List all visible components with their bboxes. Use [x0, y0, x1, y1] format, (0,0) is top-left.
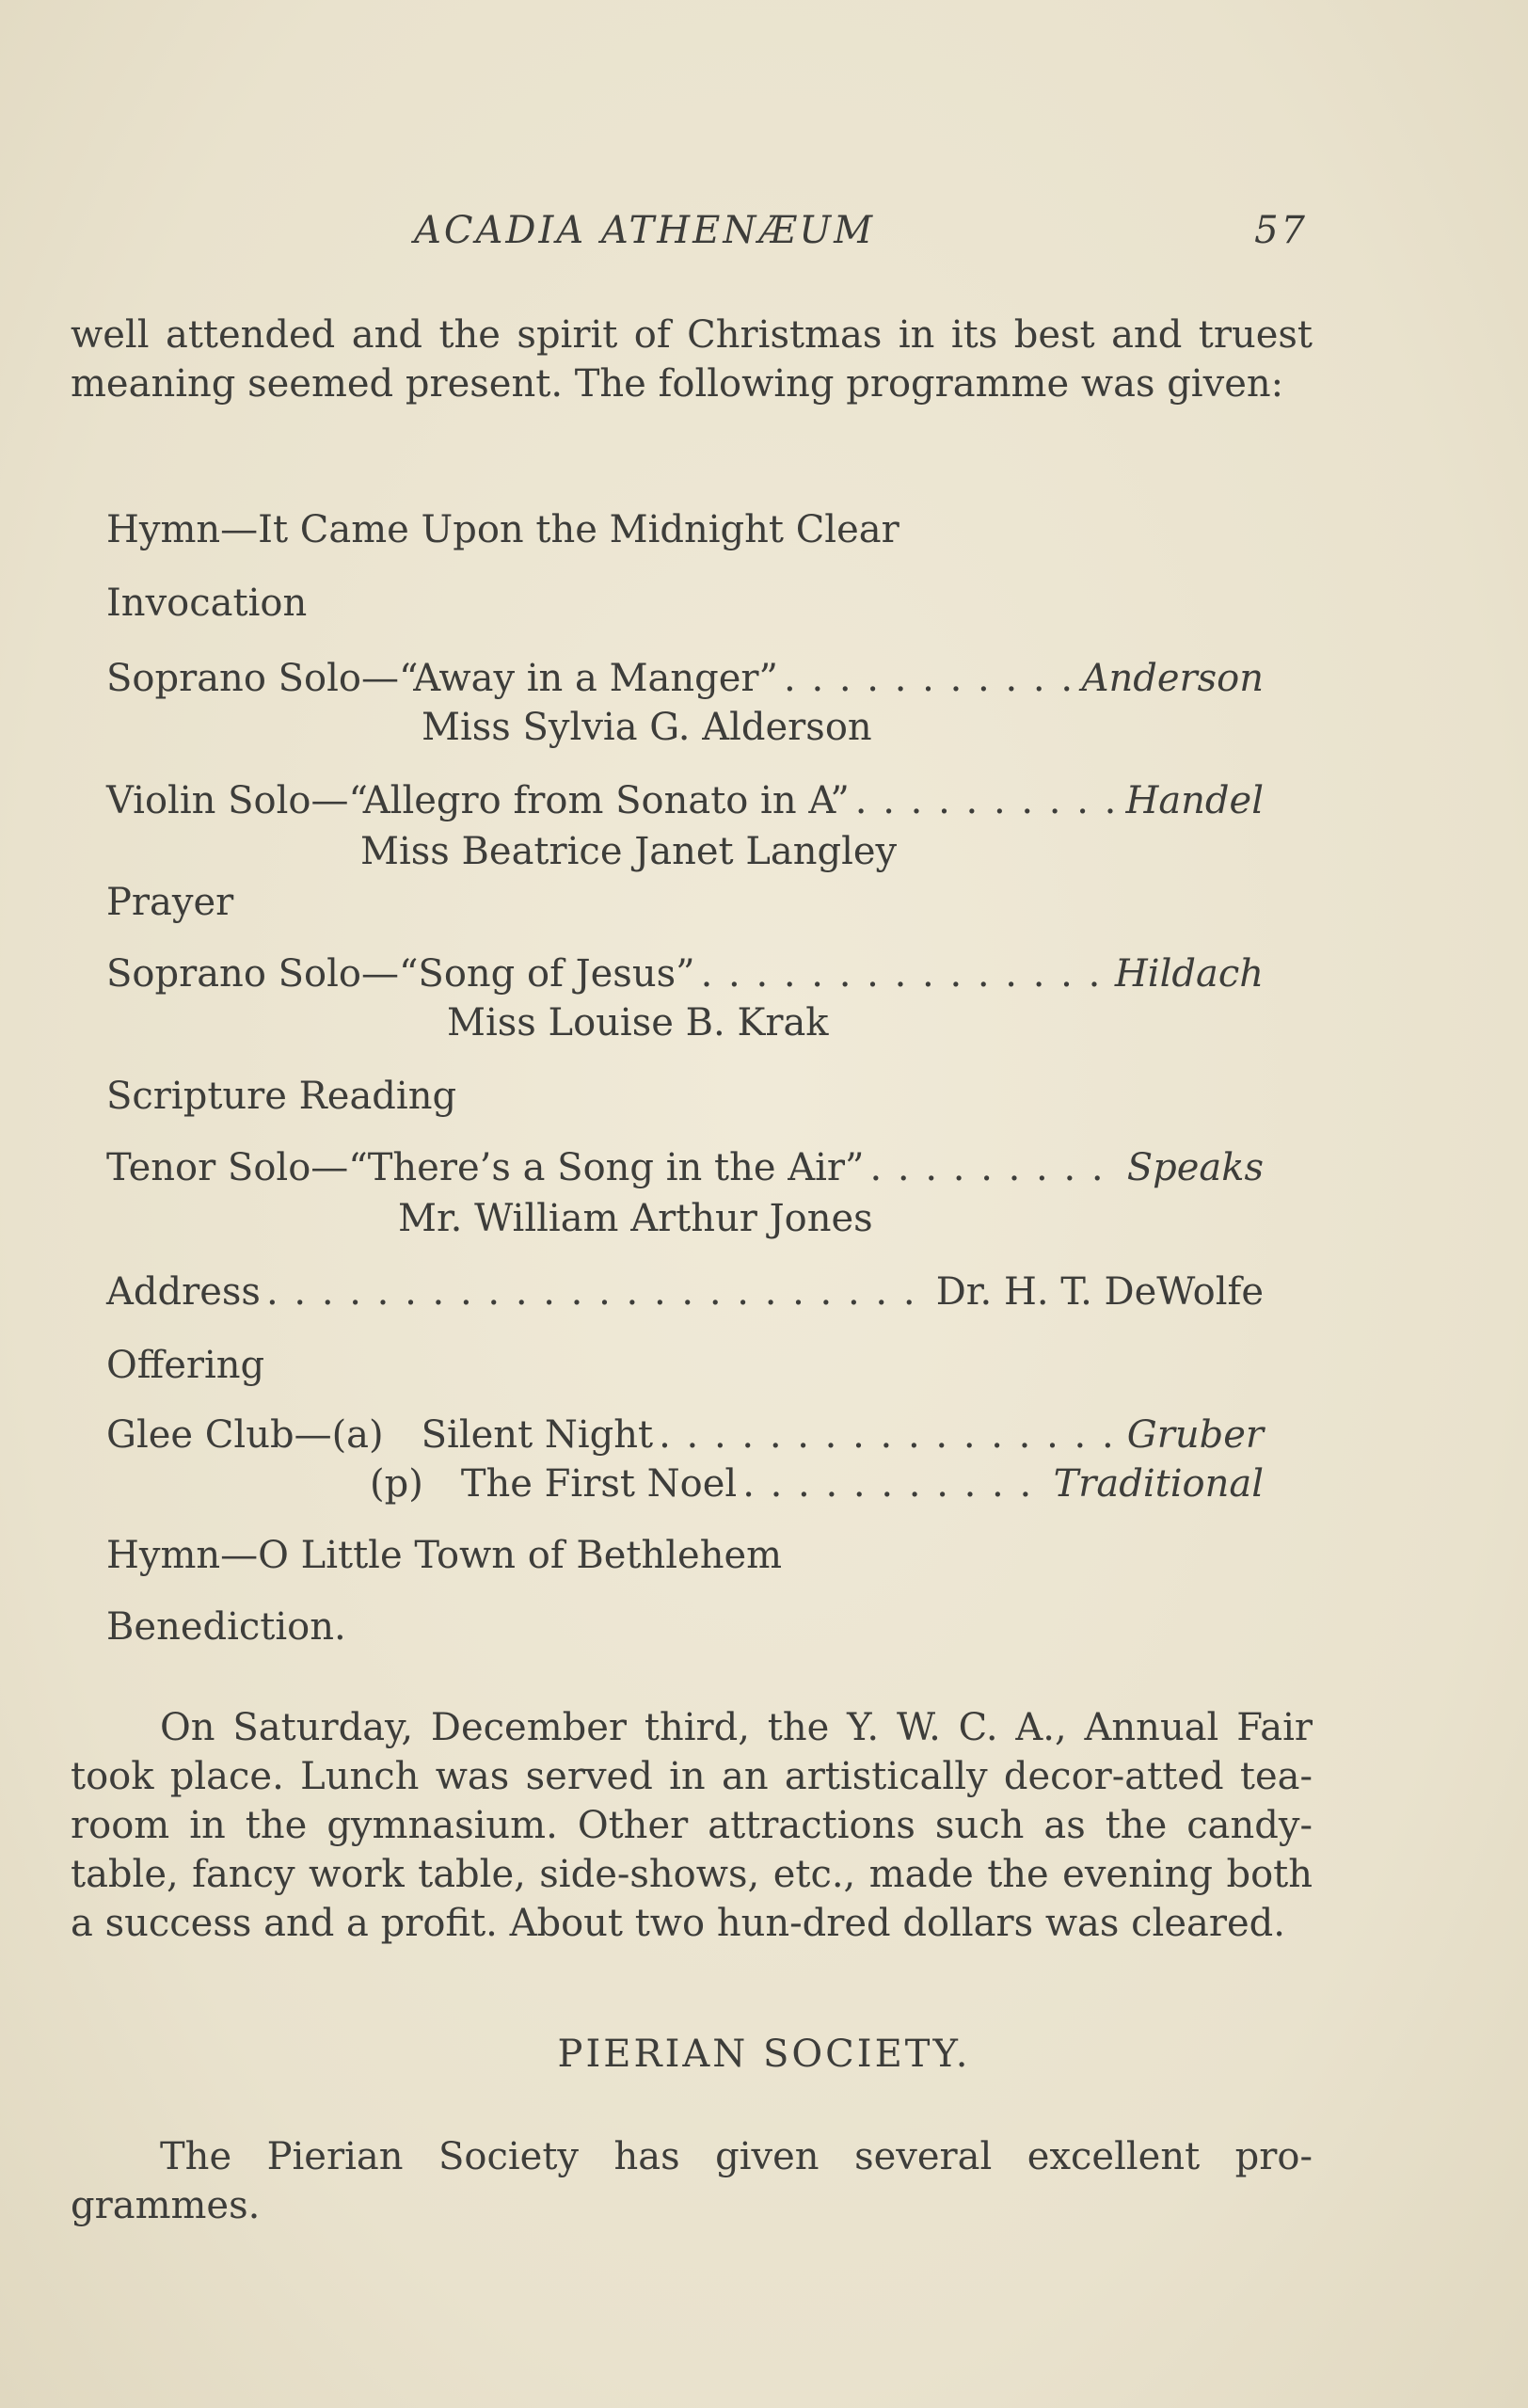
programme-item-soprano-solo-1: [106, 657, 1264, 706]
item-title: Soprano Solo—“Song of Jesus”: [106, 952, 695, 996]
speaker: Dr. H. T. DeWolfe: [935, 1270, 1264, 1314]
programme-item-hymn: Hymn—It Came Upon the Midnight Clear: [106, 508, 899, 551]
leader-dots: [855, 779, 1121, 822]
item-title: Address: [106, 1270, 261, 1314]
leader-dots: [742, 1462, 1047, 1506]
composer: Handel: [1125, 779, 1264, 822]
intro-paragraph: well attended and the spirit of Christmas in its best and truest meaning seemed present. The following programme was given:: [71, 313, 1313, 406]
programme-item-benediction: Benediction.: [106, 1605, 346, 1649]
journal-title: ACADIA ATHENÆUM: [414, 209, 876, 252]
item-title: Violin Solo—“Allegro from Sonato in A”: [106, 779, 850, 822]
programme-item-hymn-2: Hymn—O Little Town of Bethlehem: [106, 1534, 783, 1577]
programme-item-address: [106, 1270, 1264, 1319]
programme-item-tenor-solo: [106, 1146, 1264, 1195]
song-title: Silent Night: [421, 1413, 654, 1457]
section-heading: PIERIAN SOCIETY.: [557, 2033, 971, 2076]
programme-item-prayer: Prayer: [106, 881, 234, 924]
pierian-paragraph: The Pierian Society has given several excellent pro-grammes.: [71, 2135, 1313, 2227]
running-header: [414, 209, 1308, 265]
performer: Miss Louise B. Krak: [447, 1001, 829, 1045]
programme-item-glee-club-a: [106, 1413, 1264, 1462]
programme-item-soprano-solo-2: [106, 952, 1264, 1001]
leader-dots: [701, 952, 1109, 996]
programme-item-violin-solo: [106, 779, 1264, 828]
composer: Gruber: [1126, 1413, 1264, 1457]
programme-item-scripture: Scripture Reading: [106, 1075, 457, 1118]
performer: Mr. William Arthur Jones: [398, 1197, 873, 1240]
composer: Hildach: [1114, 952, 1264, 996]
item-title: Tenor Solo—“There’s a Song in the Air”: [106, 1146, 865, 1189]
leader-dots: [784, 657, 1076, 700]
composer: Anderson: [1081, 657, 1264, 700]
programme-item-invocation: Invocation: [106, 582, 308, 625]
page-number: 57: [1254, 209, 1308, 252]
glee-label: Glee Club—(a): [106, 1413, 384, 1457]
programme-item-offering: Offering: [106, 1344, 265, 1387]
song-title: The First Noel: [460, 1462, 738, 1506]
composer: Speaks: [1126, 1146, 1264, 1189]
composer: Traditional: [1053, 1462, 1264, 1506]
fair-paragraph: On Saturday, December third, the Y. W. C. A., Annual Fair took place. Lunch was served in an artistically decor-atted tea-room in the gymnasium. Other attractions such as the candy-table, fancy work table, side-shows, etc., made the evening both a success and a profit. About two hun-dred dollars was cleared.: [71, 1706, 1313, 1945]
leader-dots: [659, 1413, 1122, 1457]
performer: Miss Beatrice Janet Langley: [360, 830, 898, 873]
leader-dots: [266, 1270, 931, 1314]
item-title: Soprano Solo—“Away in a Manger”: [106, 657, 779, 700]
leader-dots: [869, 1146, 1121, 1189]
programme-item-glee-club-b: [370, 1462, 1264, 1511]
performer: Miss Sylvia G. Alderson: [422, 706, 872, 749]
glee-label: (p): [370, 1462, 423, 1506]
